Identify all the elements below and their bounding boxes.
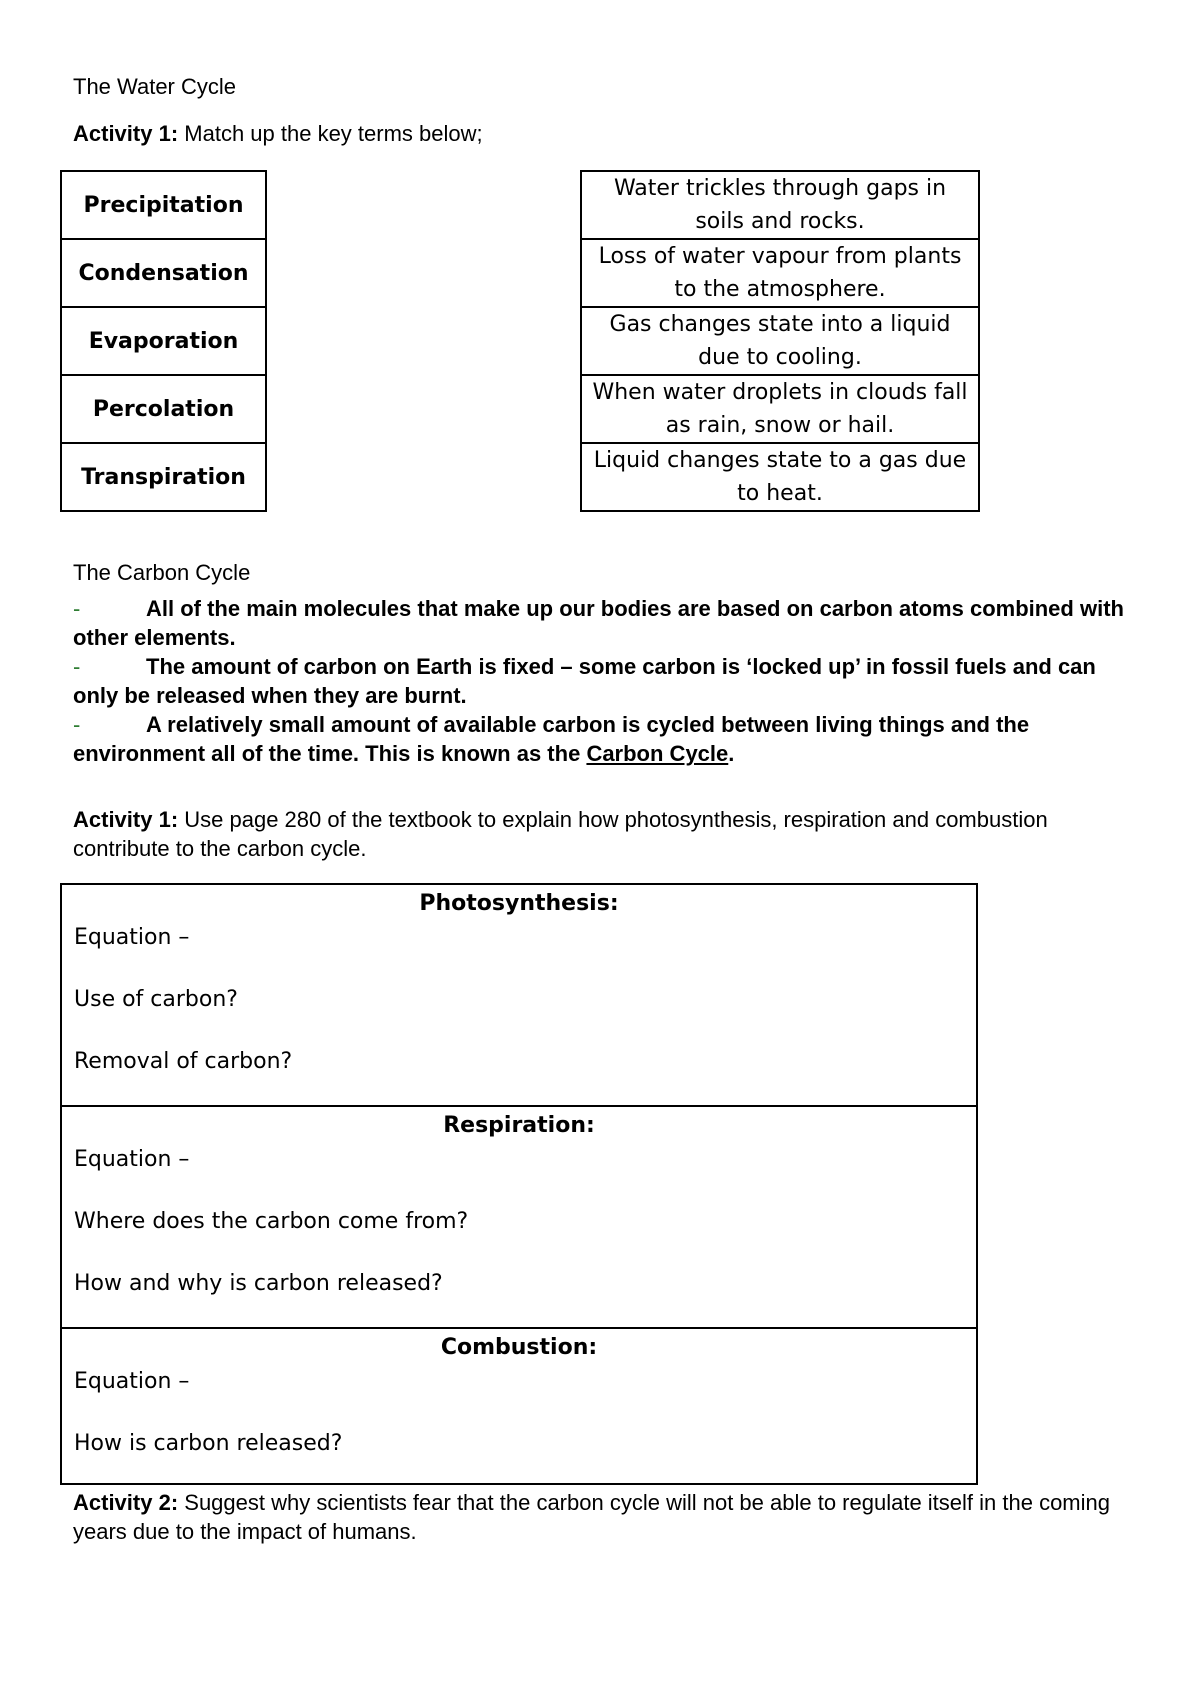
water-cycle-title: The Water Cycle bbox=[73, 74, 237, 99]
bullet-item bbox=[73, 710, 1133, 768]
term-cell[interactable]: Precipitation bbox=[61, 171, 266, 239]
definition-cell[interactable]: When water droplets in clouds fall as rain, snow or hail. bbox=[581, 375, 979, 443]
carbon-processes-box bbox=[60, 883, 978, 1485]
section-title: Respiration: bbox=[443, 1113, 595, 1138]
water-activity-1 bbox=[73, 121, 483, 147]
bullet-text: A relatively small amount of available carbon is cycled between living things and the environment all of the time. This is known as the bbox=[73, 712, 1030, 766]
carbon-activity-1 bbox=[73, 805, 1073, 863]
carbon-bullets bbox=[73, 594, 1133, 768]
term-cell[interactable]: Transpiration bbox=[61, 443, 266, 511]
activity-label: Activity 2: bbox=[73, 1490, 179, 1515]
definition-cell[interactable]: Water trickles through gaps in soils and rocks. bbox=[581, 171, 979, 239]
combustion-section bbox=[62, 1329, 976, 1483]
bullet-text: All of the main molecules that make up our bodies are based on carbon atoms combined with other elements. bbox=[73, 596, 1124, 650]
definition-cell[interactable]: Liquid changes state to a gas due to heat. bbox=[581, 443, 979, 511]
photosynthesis-section bbox=[62, 885, 976, 1107]
question-prompt[interactable]: Removal of carbon? bbox=[74, 1049, 293, 1074]
bullet-dash: - bbox=[73, 654, 81, 679]
respiration-section bbox=[62, 1107, 976, 1329]
section-title: Photosynthesis: bbox=[419, 891, 619, 916]
question-prompt[interactable]: Use of carbon? bbox=[74, 987, 238, 1012]
bullet-item bbox=[73, 652, 1133, 710]
carbon-activity-2 bbox=[73, 1488, 1113, 1546]
activity-text: Match up the key terms below; bbox=[178, 121, 483, 146]
activity-text: Use page 280 of the textbook to explain how photosynthesis, respiration and combustion contribute to the carbon cycle. bbox=[73, 807, 1048, 861]
term-cell[interactable]: Evaporation bbox=[61, 307, 266, 375]
question-prompt[interactable]: Where does the carbon come from? bbox=[74, 1209, 469, 1234]
carbon-cycle-title: The Carbon Cycle bbox=[73, 560, 251, 585]
term-cell[interactable]: Condensation bbox=[61, 239, 266, 307]
equation-prompt[interactable]: Equation – bbox=[74, 1369, 190, 1394]
bullet-text: The amount of carbon on Earth is fixed – some carbon is ‘locked up’ in fossil fuels and can only be released when they are burnt. bbox=[73, 654, 1096, 708]
bullet-dash: - bbox=[73, 596, 81, 621]
activity-label: Activity 1: bbox=[73, 121, 179, 146]
equation-prompt[interactable]: Equation – bbox=[74, 925, 190, 950]
bullet-item bbox=[73, 594, 1133, 652]
definition-cell[interactable]: Gas changes state into a liquid due to cooling. bbox=[581, 307, 979, 375]
section-title: Combustion: bbox=[440, 1335, 598, 1360]
key-terms-table bbox=[60, 170, 267, 512]
bullet-dash: - bbox=[73, 712, 81, 737]
definition-cell[interactable]: Loss of water vapour from plants to the atmosphere. bbox=[581, 239, 979, 307]
question-prompt[interactable]: How is carbon released? bbox=[74, 1431, 343, 1456]
question-prompt[interactable]: How and why is carbon released? bbox=[74, 1271, 443, 1296]
activity-label: Activity 1: bbox=[73, 807, 179, 832]
term-cell[interactable]: Percolation bbox=[61, 375, 266, 443]
activity-text: Suggest why scientists fear that the carbon cycle will not be able to regulate itself in the coming years due to the impact of humans. bbox=[73, 1490, 1110, 1544]
definitions-table bbox=[580, 170, 980, 512]
equation-prompt[interactable]: Equation – bbox=[74, 1147, 190, 1172]
bullet-text: . bbox=[728, 741, 735, 766]
carbon-cycle-term: Carbon Cycle bbox=[586, 741, 729, 766]
